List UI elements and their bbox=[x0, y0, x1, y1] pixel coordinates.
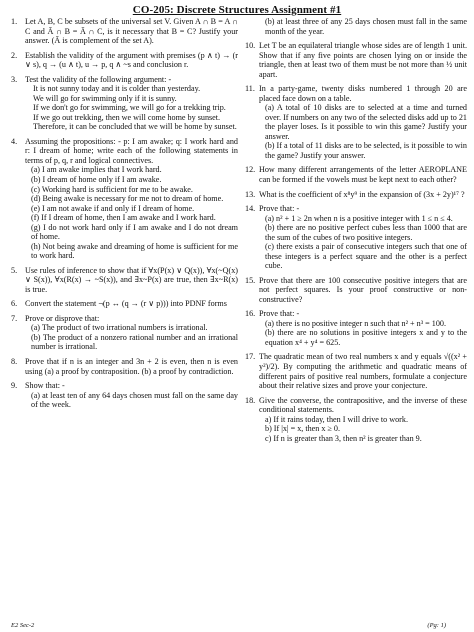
question-item bbox=[11, 137, 238, 261]
question-number: 2. bbox=[11, 50, 18, 60]
question-text: Prove that there are 100 consecutive positive integers that are not perfect squares. Is your proof constructive or non-constructive? bbox=[259, 275, 467, 304]
question-number: 6. bbox=[11, 299, 18, 309]
question-number: 13. bbox=[245, 189, 256, 199]
right-column bbox=[245, 17, 467, 448]
question-item bbox=[11, 266, 238, 295]
question-item bbox=[245, 84, 467, 160]
question-text: The quadratic mean of two real numbers x and y equals √((x² + y²)/2). By computing the arithmetic and quadratic means of different pairs of positive real numbers, formulate a conjecture about their relative sizes and prove your conjecture. bbox=[259, 352, 467, 391]
sub-question: (c) there exists a pair of consecutive integers such that one of these integers is a perfect square and the other is a perfect cube. bbox=[265, 242, 467, 271]
question-number: 5. bbox=[11, 265, 18, 275]
question-text: Prove that: - bbox=[259, 204, 300, 214]
sub-question: (h) Not being awake and dreaming of home is sufficient for me to work hard. bbox=[31, 241, 238, 261]
left-column bbox=[11, 17, 238, 415]
question-text: Convert the statement ¬(p ↔ (q → (r ∨ p))) into PDNF forms bbox=[25, 299, 227, 309]
argument-line: If we don't go for swimming, we will go for a trekking trip. bbox=[33, 103, 226, 113]
question-text: Let T be an equilateral triangle whose sides are of length 1 unit. Show that if any five points are chosen lying on or inside the triangle, then at least two of them must be not more than ½ unit apart. bbox=[259, 41, 467, 79]
sub-question: (b) The product of a nonzero rational number and an irrational number is irrational. bbox=[31, 332, 238, 352]
sub-question: (a) n² + 1 ≥ 2n when n is a positive integer with 1 ≤ n ≤ 4. bbox=[265, 213, 453, 223]
question-item bbox=[245, 352, 467, 390]
sub-question: (b) there are no solutions in positive integers x and y to the equation x⁴ + y⁴ = 625. bbox=[265, 328, 467, 347]
question-text: Assuming the propositions: - p: I am awake; q: I work hard and r: I dream of home; write each of the following statements in terms of p, q, r and logical connectives. bbox=[25, 136, 238, 165]
question-text: Use rules of inference to show that if ∀x(P(x) ∨ Q(x)), ∀x(~Q(x) ∨ S(x)), ∀x(R(x) → ~S(x)), and ∃x~P(x) are true, then ∃x~R(x) is true. bbox=[25, 265, 238, 294]
question-number: 3. bbox=[11, 74, 18, 84]
sub-question: (a) I am awake implies that I work hard. bbox=[31, 165, 162, 175]
question-text: Establish the validity of the argument with premises (p ∧ t) → (r ∨ s), q → (u ∧ t), u → p, q ∧ ~s and conclusion r. bbox=[25, 50, 238, 70]
question-item bbox=[245, 17, 467, 36]
sub-question: (a) there is no positive integer n such that n² + n³ = 100. bbox=[265, 318, 447, 328]
question-text: In a party-game, twenty disks numbered 1 through 20 are placed face down on a table. bbox=[259, 84, 467, 103]
footer-section: E2 Sec-2 bbox=[11, 622, 35, 629]
question-text: Prove that: - bbox=[259, 309, 300, 319]
sub-question: (a) A total of 10 disks are to selected at a time and turned over. If numbers on any two of the selected disks add up to 21 the player loses. Is it possible to win this game? Justify your answer. bbox=[265, 103, 467, 141]
question-item bbox=[245, 276, 467, 305]
question-number: 11. bbox=[245, 84, 255, 94]
question-text: Let A, B, C be subsets of the universal set V. Given A ∩ B = A ∩ C and Ā ∩ B = Ā ∩ C, is it necessary that B = C? Justify your answer. (Ā is complement of the set A). bbox=[25, 17, 238, 46]
question-item bbox=[11, 357, 238, 376]
question-number: 14. bbox=[245, 204, 256, 214]
question-item bbox=[11, 381, 238, 410]
sub-question: (b) at least three of any 25 days chosen must fall in the same month of the year. bbox=[265, 17, 467, 36]
question-text: Show that: - bbox=[25, 381, 65, 391]
question-item bbox=[245, 204, 467, 271]
page-title: CO-205: Discrete Structures Assignment #1 bbox=[132, 4, 342, 16]
question-item bbox=[11, 75, 238, 132]
question-item bbox=[245, 41, 467, 79]
question-item bbox=[11, 17, 238, 46]
question-number: 17. bbox=[245, 352, 256, 362]
question-item bbox=[245, 165, 467, 184]
argument-line: If we go out trekking, then we will come home by sunset. bbox=[33, 112, 221, 122]
question-number: 18. bbox=[245, 395, 256, 405]
question-number: 4. bbox=[11, 136, 18, 146]
question-number: 15. bbox=[245, 275, 256, 285]
question-number: 10. bbox=[245, 41, 256, 51]
argument-line: Therefore, it can be concluded that we will be home by sunset. bbox=[33, 122, 237, 132]
sub-question: (a) The product of two irrational numbers is irrational. bbox=[31, 323, 208, 333]
question-item bbox=[245, 309, 467, 347]
question-item bbox=[11, 314, 238, 352]
question-number: 8. bbox=[11, 357, 18, 366]
question-text: Give the converse, the contrapositive, and the inverse of these conditional statements. bbox=[259, 395, 467, 415]
question-item bbox=[245, 396, 467, 444]
question-item bbox=[11, 51, 238, 70]
sub-question: (d) Being awake is necessary for me not to dream of home. bbox=[31, 194, 224, 204]
sub-question: (g) I do not work hard only if I am awake and I do not dream of home. bbox=[31, 222, 238, 242]
sub-question: (b) I dream of home only if I am awake. bbox=[31, 174, 162, 184]
argument-line: We will go for swimming only if it is sunny. bbox=[33, 93, 177, 103]
footer-page: (Pg: 1) bbox=[427, 622, 446, 629]
question-text: Test the validity of the following argument: - bbox=[25, 74, 172, 84]
question-text: How many different arrangements of the letter AEROPLANE can be formed if the vowels must be kept next to each other? bbox=[259, 165, 467, 184]
question-text: What is the coefficient of x⁸y⁹ in the expansion of (3x + 2y)¹⁷ ? bbox=[259, 189, 465, 199]
sub-question: (e) I am not awake if and only if I dream of home. bbox=[31, 203, 195, 213]
question-item bbox=[245, 190, 467, 200]
question-number: 12. bbox=[245, 165, 256, 175]
sub-question: b) If |x| = x, then x ≥ 0. bbox=[265, 424, 341, 434]
question-item bbox=[11, 299, 238, 309]
sub-question: a) If it rains today, then I will drive to work. bbox=[265, 414, 408, 424]
question-text: Prove that if n is an integer and 3n + 2 is even, then n is even using (a) a proof by contraposition. (b) a proof by contradiction. bbox=[25, 357, 238, 376]
question-number: 7. bbox=[11, 313, 18, 323]
sub-question: (a) at least ten of any 64 days chosen must fall on the same day of the week. bbox=[31, 390, 238, 410]
argument-line: It is not sunny today and it is colder than yesterday. bbox=[33, 84, 201, 94]
question-number: 1. bbox=[11, 17, 18, 26]
sub-question: (c) Working hard is sufficient for me to be awake. bbox=[31, 184, 193, 194]
sub-question: (f) If I dream of home, then I am awake and I work hard. bbox=[31, 213, 216, 223]
sub-question: c) If n is greater than 3, then n² is greater than 9. bbox=[265, 433, 422, 443]
question-text: Prove or disprove that: bbox=[25, 313, 100, 323]
sub-question: (b) If a total of 11 disks are to be selected, is it possible to win the game? Justify your answer. bbox=[265, 141, 467, 160]
question-number: 9. bbox=[11, 381, 18, 391]
sub-question: (b) there are no positive perfect cubes less than 1000 that are the sum of the cubes of two positive integers. bbox=[265, 223, 467, 242]
question-number: 16. bbox=[245, 309, 256, 319]
